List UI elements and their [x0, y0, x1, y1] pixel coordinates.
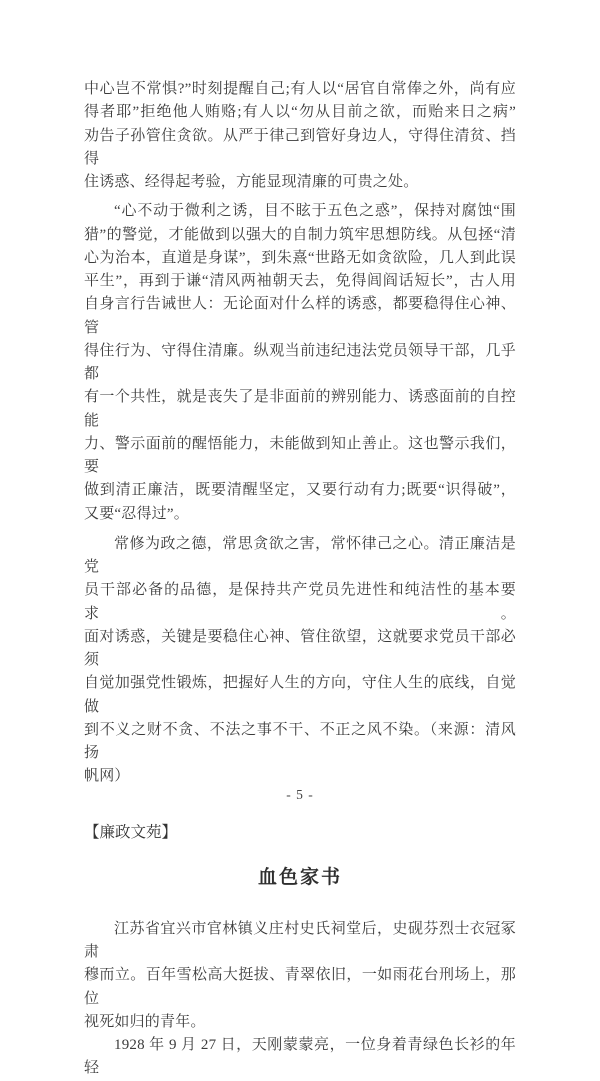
text-line: 力、警示面前的醒悟能力，未能做到知止善止。这也警示我们，要	[84, 435, 516, 475]
text-line: 住诱惑、经得起考验，方能显现清廉的可贵之处。	[84, 174, 419, 190]
paragraph	[84, 533, 516, 789]
article-title: 血色家书	[257, 866, 342, 888]
text-line: 常修为政之德，常思贪欲之害，常怀律己之心。清正廉洁是党	[84, 535, 516, 575]
text-line: 帆网）	[84, 768, 130, 785]
text-line: “心不动于微利之诱，目不眩于五色之惑”，保持对腐蚀“围	[114, 203, 516, 220]
text-line: 得者耶”拒绝他人贿赂;有人以“勿从目前之欲，而贻来日之病”	[84, 104, 516, 121]
paragraph	[84, 78, 516, 194]
text-line: 员干部必备的品德，是保持共产党员先进性和纯洁性的基本要求。	[84, 582, 516, 622]
text-line: 穆而立。百年雪松高大挺拔、青翠依旧，一如雨花台刑场上，那位	[84, 967, 516, 1007]
paragraph	[84, 200, 516, 526]
text-line: 做到清正廉洁，既要清醒坚定，又要行动有力;既要“识得破”，	[84, 482, 516, 499]
page-number: - 5 -	[286, 787, 314, 802]
text-line: 劝告子孙管住贪欲。从严于律己到管好身边人，守得住清贫、挡得	[84, 127, 516, 167]
text-line: 视死如归的青年。	[84, 1013, 206, 1030]
text-line: 得住行为、守得住清廉。纵观当前违纪违法党员领导干部，几乎都	[84, 342, 516, 382]
text-line: 猎”的警觉，才能做到以强大的自制力筑牢思想防线。从包拯“清	[84, 226, 516, 243]
text-line: 自觉加强党性锻炼，把握好人生的方向，守住人生的底线，自觉做	[84, 675, 516, 715]
text-line: 江苏省宜兴市官林镇义庄村史氏祠堂后，史砚芬烈士衣冠冢肃	[84, 920, 516, 960]
text-line: 1928 年 9 月 27 日，天刚蒙蒙亮，一位身着青绿色长衫的年轻	[84, 1037, 516, 1077]
text-line: 到不义之财不贪、不法之事不干、不正之风不染。（来源：清风扬	[84, 721, 516, 761]
text-line: 面对诱惑，关键是要稳住心神、管住欲望，这就要求党员干部必须	[84, 628, 516, 668]
text-line: 有一个共性，就是丧失了是非面前的辨别能力、诱惑面前的自控能	[84, 389, 516, 429]
text-line: 中心岂不常惧?”时刻提醒自己;有人以“居官自常俸之外，尚有应	[84, 81, 516, 97]
text-line: 心为治本，直道是身谋”，到朱熹“世路无如贪欲险，几人到此误	[84, 249, 516, 266]
text-line: 又要“忍得过”。	[84, 505, 189, 522]
paragraph	[84, 918, 516, 1034]
section-label: 【廉政文苑】	[84, 823, 178, 841]
text-line: 自身言行告诫世人：无论面对什么样的诱惑，都要稳得住心神、管	[84, 296, 516, 336]
text-line: 平生”，再到于谦“清风两袖朝天去，免得闾阎话短长”，古人用	[84, 273, 516, 289]
paragraph	[84, 1034, 516, 1081]
